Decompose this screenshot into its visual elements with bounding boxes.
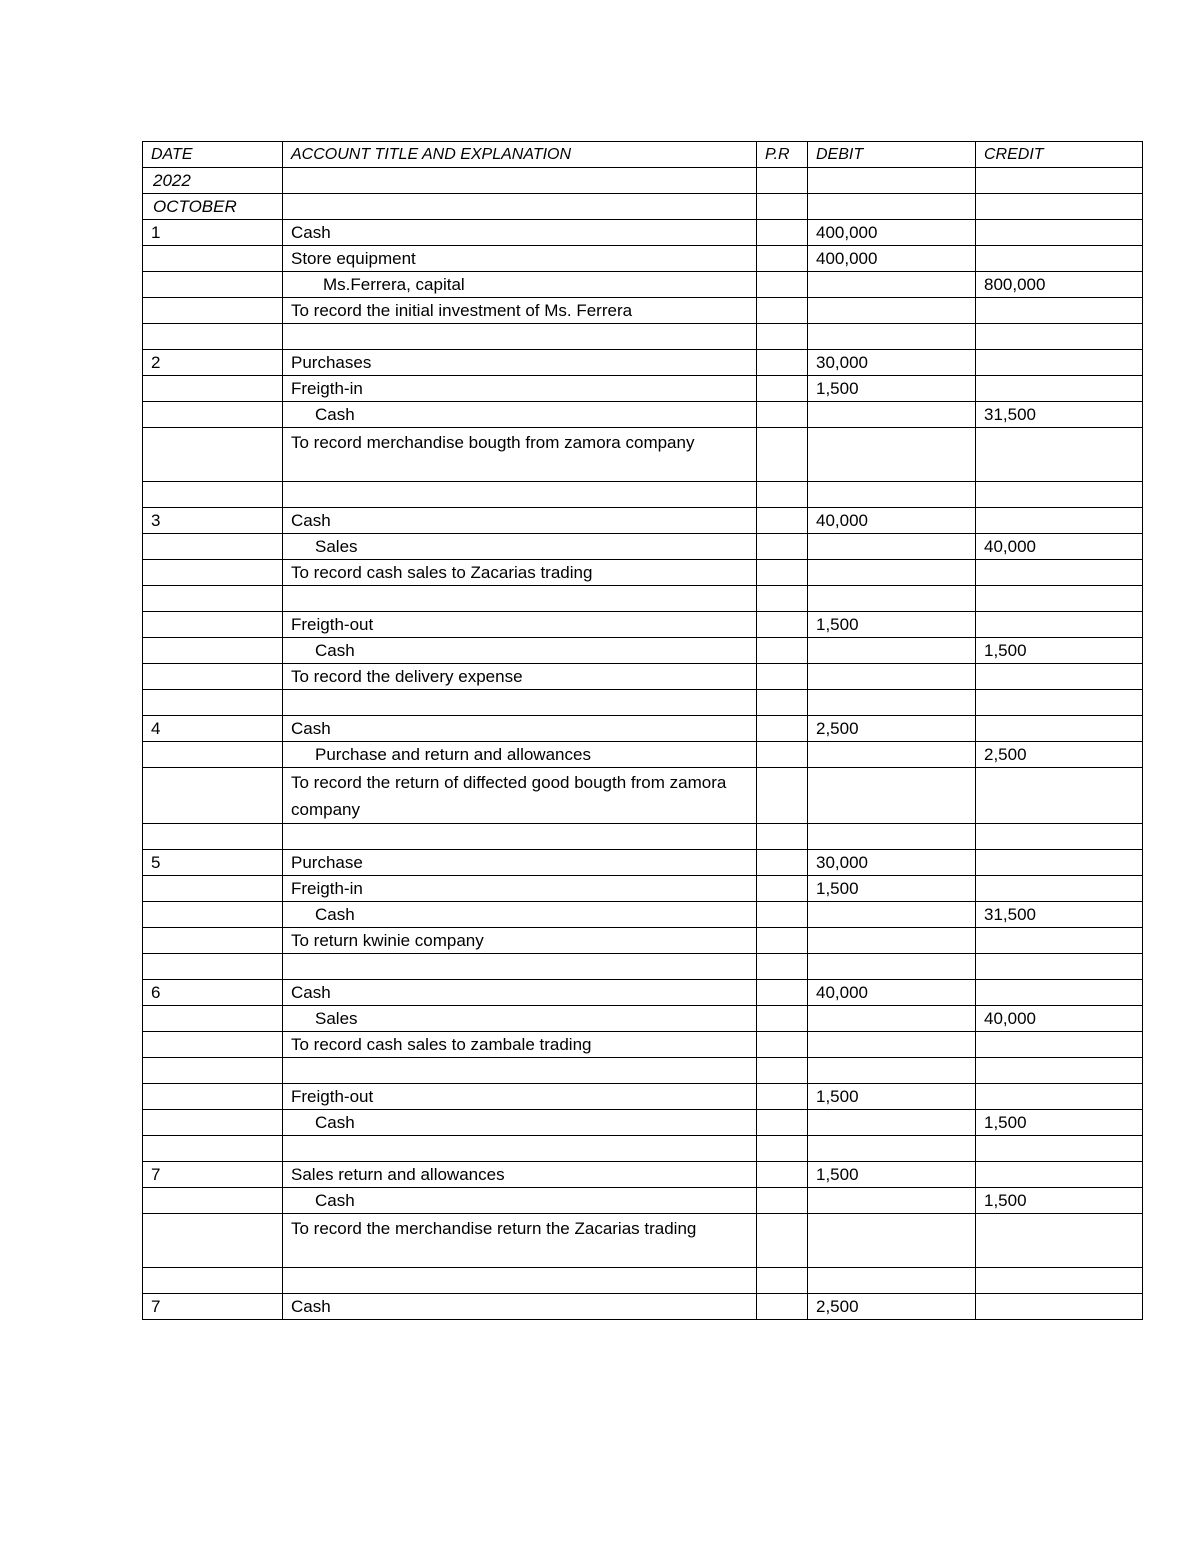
table-row xyxy=(143,246,1143,272)
table-row xyxy=(143,1294,1143,1320)
pr-cell xyxy=(757,168,808,194)
credit-cell: 40,000 xyxy=(976,534,1143,560)
pr-cell xyxy=(757,534,808,560)
credit-cell xyxy=(976,612,1143,638)
credit-header: CREDIT xyxy=(976,142,1143,168)
table-row xyxy=(143,1136,1143,1162)
date-cell: 7 xyxy=(143,1162,283,1188)
account-cell: Freigth-out xyxy=(283,1084,757,1110)
pr-cell xyxy=(757,664,808,690)
account-cell xyxy=(283,586,757,612)
table-row xyxy=(143,1188,1143,1214)
date-cell xyxy=(143,1006,283,1032)
pr-cell xyxy=(757,742,808,768)
table-row xyxy=(143,742,1143,768)
credit-cell xyxy=(976,1294,1143,1320)
table-row xyxy=(143,586,1143,612)
credit-cell xyxy=(976,298,1143,324)
account-cell xyxy=(283,482,757,508)
table-row xyxy=(143,1110,1143,1136)
credit-cell xyxy=(976,690,1143,716)
general-journal-table xyxy=(142,141,1143,1320)
credit-cell xyxy=(976,1032,1143,1058)
date-cell xyxy=(143,954,283,980)
pr-cell xyxy=(757,508,808,534)
table-row xyxy=(143,612,1143,638)
table-row xyxy=(143,168,1143,194)
account-cell: Cash xyxy=(283,1188,757,1214)
date-cell xyxy=(143,428,283,482)
date-cell xyxy=(143,324,283,350)
pr-cell xyxy=(757,1006,808,1032)
debit-cell: 30,000 xyxy=(808,850,976,876)
account-cell: Cash xyxy=(283,508,757,534)
date-cell xyxy=(143,902,283,928)
credit-cell: 1,500 xyxy=(976,1110,1143,1136)
table-row xyxy=(143,534,1143,560)
table-row xyxy=(143,1058,1143,1084)
debit-cell xyxy=(808,586,976,612)
debit-cell xyxy=(808,1188,976,1214)
date-cell xyxy=(143,612,283,638)
debit-cell: 30,000 xyxy=(808,350,976,376)
pr-cell xyxy=(757,980,808,1006)
date-cell xyxy=(143,586,283,612)
pr-cell xyxy=(757,876,808,902)
pr-cell xyxy=(757,1188,808,1214)
pr-cell xyxy=(757,1110,808,1136)
account-cell xyxy=(283,168,757,194)
date-cell xyxy=(143,742,283,768)
pr-cell xyxy=(757,298,808,324)
pr-cell xyxy=(757,246,808,272)
table-row xyxy=(143,664,1143,690)
pr-cell xyxy=(757,402,808,428)
credit-cell xyxy=(976,1136,1143,1162)
debit-cell xyxy=(808,1268,976,1294)
credit-cell: 31,500 xyxy=(976,402,1143,428)
date-cell xyxy=(143,298,283,324)
credit-cell xyxy=(976,664,1143,690)
pr-cell xyxy=(757,324,808,350)
debit-cell xyxy=(808,194,976,220)
credit-cell xyxy=(976,1214,1143,1268)
date-cell xyxy=(143,246,283,272)
date-cell xyxy=(143,768,283,824)
credit-cell xyxy=(976,194,1143,220)
pr-cell xyxy=(757,1162,808,1188)
account-cell: Cash xyxy=(283,1110,757,1136)
debit-cell: 1,500 xyxy=(808,376,976,402)
pr-cell xyxy=(757,850,808,876)
debit-cell xyxy=(808,482,976,508)
table-row xyxy=(143,824,1143,850)
date-cell: OCTOBER xyxy=(143,194,283,220)
account-cell: Cash xyxy=(283,716,757,742)
pr-cell xyxy=(757,1058,808,1084)
pr-cell xyxy=(757,690,808,716)
pr-cell xyxy=(757,1084,808,1110)
account-cell: Sales xyxy=(283,1006,757,1032)
debit-cell xyxy=(808,428,976,482)
debit-cell xyxy=(808,768,976,824)
account-cell xyxy=(283,1268,757,1294)
account-cell: Freigth-in xyxy=(283,376,757,402)
debit-cell: 1,500 xyxy=(808,612,976,638)
date-cell: 2 xyxy=(143,350,283,376)
date-cell xyxy=(143,638,283,664)
account-cell: Cash xyxy=(283,980,757,1006)
date-cell: 4 xyxy=(143,716,283,742)
debit-cell: 2,500 xyxy=(808,716,976,742)
date-cell: 5 xyxy=(143,850,283,876)
date-cell xyxy=(143,1084,283,1110)
credit-cell xyxy=(976,1162,1143,1188)
account-cell xyxy=(283,690,757,716)
credit-cell xyxy=(976,428,1143,482)
credit-cell xyxy=(976,768,1143,824)
date-cell xyxy=(143,690,283,716)
debit-cell: 1,500 xyxy=(808,876,976,902)
account-cell: Purchase and return and allowances xyxy=(283,742,757,768)
table-row xyxy=(143,1268,1143,1294)
date-cell: 7 xyxy=(143,1294,283,1320)
credit-cell xyxy=(976,246,1143,272)
credit-cell xyxy=(976,954,1143,980)
date-cell xyxy=(143,928,283,954)
pr-cell xyxy=(757,638,808,664)
credit-cell xyxy=(976,980,1143,1006)
account-cell: Cash xyxy=(283,1294,757,1320)
date-cell: 3 xyxy=(143,508,283,534)
credit-cell xyxy=(976,824,1143,850)
date-cell xyxy=(143,272,283,298)
debit-cell xyxy=(808,824,976,850)
pr-cell xyxy=(757,612,808,638)
table-row xyxy=(143,928,1143,954)
credit-cell xyxy=(976,220,1143,246)
date-cell xyxy=(143,560,283,586)
pr-cell xyxy=(757,560,808,586)
debit-cell: 1,500 xyxy=(808,1162,976,1188)
table-row xyxy=(143,272,1143,298)
credit-cell xyxy=(976,1084,1143,1110)
table-row xyxy=(143,1162,1143,1188)
table-row xyxy=(143,324,1143,350)
date-cell: 2022 xyxy=(143,168,283,194)
table-row xyxy=(143,194,1143,220)
table-row xyxy=(143,716,1143,742)
account-cell: Purchases xyxy=(283,350,757,376)
account-cell xyxy=(283,194,757,220)
account-cell: Cash xyxy=(283,638,757,664)
credit-cell xyxy=(976,1268,1143,1294)
table-row xyxy=(143,1214,1143,1268)
table-row xyxy=(143,220,1143,246)
account-cell: Cash xyxy=(283,902,757,928)
debit-cell xyxy=(808,1006,976,1032)
journal-body xyxy=(143,168,1143,1320)
date-cell: 1 xyxy=(143,220,283,246)
debit-cell xyxy=(808,402,976,428)
debit-cell xyxy=(808,638,976,664)
pr-cell xyxy=(757,272,808,298)
date-cell xyxy=(143,482,283,508)
account-cell: To record the merchandise return the Zacarias trading xyxy=(283,1214,757,1268)
table-row xyxy=(143,482,1143,508)
table-row xyxy=(143,402,1143,428)
account-cell: Purchase xyxy=(283,850,757,876)
pr-cell xyxy=(757,376,808,402)
credit-cell xyxy=(976,876,1143,902)
pr-cell xyxy=(757,482,808,508)
debit-cell: 2,500 xyxy=(808,1294,976,1320)
date-cell xyxy=(143,1032,283,1058)
debit-cell xyxy=(808,1032,976,1058)
account-cell: Cash xyxy=(283,402,757,428)
date-cell xyxy=(143,376,283,402)
pr-cell xyxy=(757,1032,808,1058)
table-row xyxy=(143,980,1143,1006)
debit-cell xyxy=(808,664,976,690)
date-cell xyxy=(143,1110,283,1136)
table-row xyxy=(143,768,1143,824)
debit-header: DEBIT xyxy=(808,142,976,168)
credit-cell: 2,500 xyxy=(976,742,1143,768)
debit-cell xyxy=(808,324,976,350)
account-cell: To record cash sales to zambale trading xyxy=(283,1032,757,1058)
pr-cell xyxy=(757,1214,808,1268)
table-row xyxy=(143,560,1143,586)
debit-cell: 40,000 xyxy=(808,508,976,534)
debit-cell: 40,000 xyxy=(808,980,976,1006)
credit-cell: 800,000 xyxy=(976,272,1143,298)
date-cell xyxy=(143,534,283,560)
debit-cell xyxy=(808,298,976,324)
pr-cell xyxy=(757,194,808,220)
credit-cell: 40,000 xyxy=(976,1006,1143,1032)
table-row xyxy=(143,298,1143,324)
table-row xyxy=(143,1006,1143,1032)
credit-cell xyxy=(976,168,1143,194)
account-cell xyxy=(283,324,757,350)
date-cell xyxy=(143,664,283,690)
pr-cell xyxy=(757,428,808,482)
account-cell: Sales return and allowances xyxy=(283,1162,757,1188)
debit-cell xyxy=(808,742,976,768)
account-cell: Sales xyxy=(283,534,757,560)
account-cell: Ms.Ferrera, capital xyxy=(283,272,757,298)
pr-cell xyxy=(757,586,808,612)
account-cell: To record the return of diffected good bougth from zamora company xyxy=(283,768,757,824)
account-cell: Store equipment xyxy=(283,246,757,272)
pr-cell xyxy=(757,716,808,742)
pr-cell xyxy=(757,1294,808,1320)
account-header: ACCOUNT TITLE AND EXPLANATION xyxy=(283,142,757,168)
account-cell: Freigth-in xyxy=(283,876,757,902)
pr-cell xyxy=(757,824,808,850)
account-cell: To record the delivery expense xyxy=(283,664,757,690)
credit-cell xyxy=(976,1058,1143,1084)
debit-cell xyxy=(808,1214,976,1268)
credit-cell: 1,500 xyxy=(976,1188,1143,1214)
date-cell xyxy=(143,1136,283,1162)
pr-cell xyxy=(757,902,808,928)
debit-cell xyxy=(808,560,976,586)
account-cell: Freigth-out xyxy=(283,612,757,638)
table-row xyxy=(143,902,1143,928)
credit-cell xyxy=(976,376,1143,402)
table-row xyxy=(143,376,1143,402)
credit-cell xyxy=(976,350,1143,376)
account-cell: Cash xyxy=(283,220,757,246)
credit-cell xyxy=(976,850,1143,876)
table-row xyxy=(143,1084,1143,1110)
date-cell: 6 xyxy=(143,980,283,1006)
account-cell xyxy=(283,824,757,850)
debit-cell xyxy=(808,168,976,194)
pr-header: P.R xyxy=(757,142,808,168)
account-cell: To record the initial investment of Ms. Ferrera xyxy=(283,298,757,324)
debit-cell: 400,000 xyxy=(808,220,976,246)
account-cell xyxy=(283,954,757,980)
credit-cell xyxy=(976,586,1143,612)
debit-cell xyxy=(808,534,976,560)
debit-cell xyxy=(808,928,976,954)
table-row xyxy=(143,638,1143,664)
account-cell xyxy=(283,1136,757,1162)
debit-cell xyxy=(808,272,976,298)
table-row xyxy=(143,508,1143,534)
table-row xyxy=(143,954,1143,980)
account-cell: To return kwinie company xyxy=(283,928,757,954)
account-cell: To record merchandise bougth from zamora company xyxy=(283,428,757,482)
debit-cell xyxy=(808,1136,976,1162)
credit-cell xyxy=(976,716,1143,742)
date-cell xyxy=(143,876,283,902)
date-cell xyxy=(143,1058,283,1084)
pr-cell xyxy=(757,1268,808,1294)
debit-cell xyxy=(808,902,976,928)
table-row xyxy=(143,1032,1143,1058)
debit-cell xyxy=(808,1110,976,1136)
debit-cell xyxy=(808,1058,976,1084)
debit-cell: 1,500 xyxy=(808,1084,976,1110)
date-cell xyxy=(143,402,283,428)
credit-cell xyxy=(976,928,1143,954)
pr-cell xyxy=(757,954,808,980)
credit-cell xyxy=(976,482,1143,508)
table-row xyxy=(143,690,1143,716)
credit-cell: 31,500 xyxy=(976,902,1143,928)
debit-cell xyxy=(808,954,976,980)
account-cell: To record cash sales to Zacarias trading xyxy=(283,560,757,586)
header-row xyxy=(143,142,1143,168)
pr-cell xyxy=(757,1136,808,1162)
date-cell xyxy=(143,824,283,850)
credit-cell xyxy=(976,508,1143,534)
date-cell xyxy=(143,1214,283,1268)
credit-cell xyxy=(976,324,1143,350)
table-row xyxy=(143,350,1143,376)
pr-cell xyxy=(757,220,808,246)
date-cell xyxy=(143,1268,283,1294)
table-row xyxy=(143,428,1143,482)
table-row xyxy=(143,876,1143,902)
pr-cell xyxy=(757,768,808,824)
credit-cell: 1,500 xyxy=(976,638,1143,664)
date-header: DATE xyxy=(143,142,283,168)
debit-cell xyxy=(808,690,976,716)
table-row xyxy=(143,850,1143,876)
date-cell xyxy=(143,1188,283,1214)
pr-cell xyxy=(757,350,808,376)
credit-cell xyxy=(976,560,1143,586)
debit-cell: 400,000 xyxy=(808,246,976,272)
pr-cell xyxy=(757,928,808,954)
account-cell xyxy=(283,1058,757,1084)
